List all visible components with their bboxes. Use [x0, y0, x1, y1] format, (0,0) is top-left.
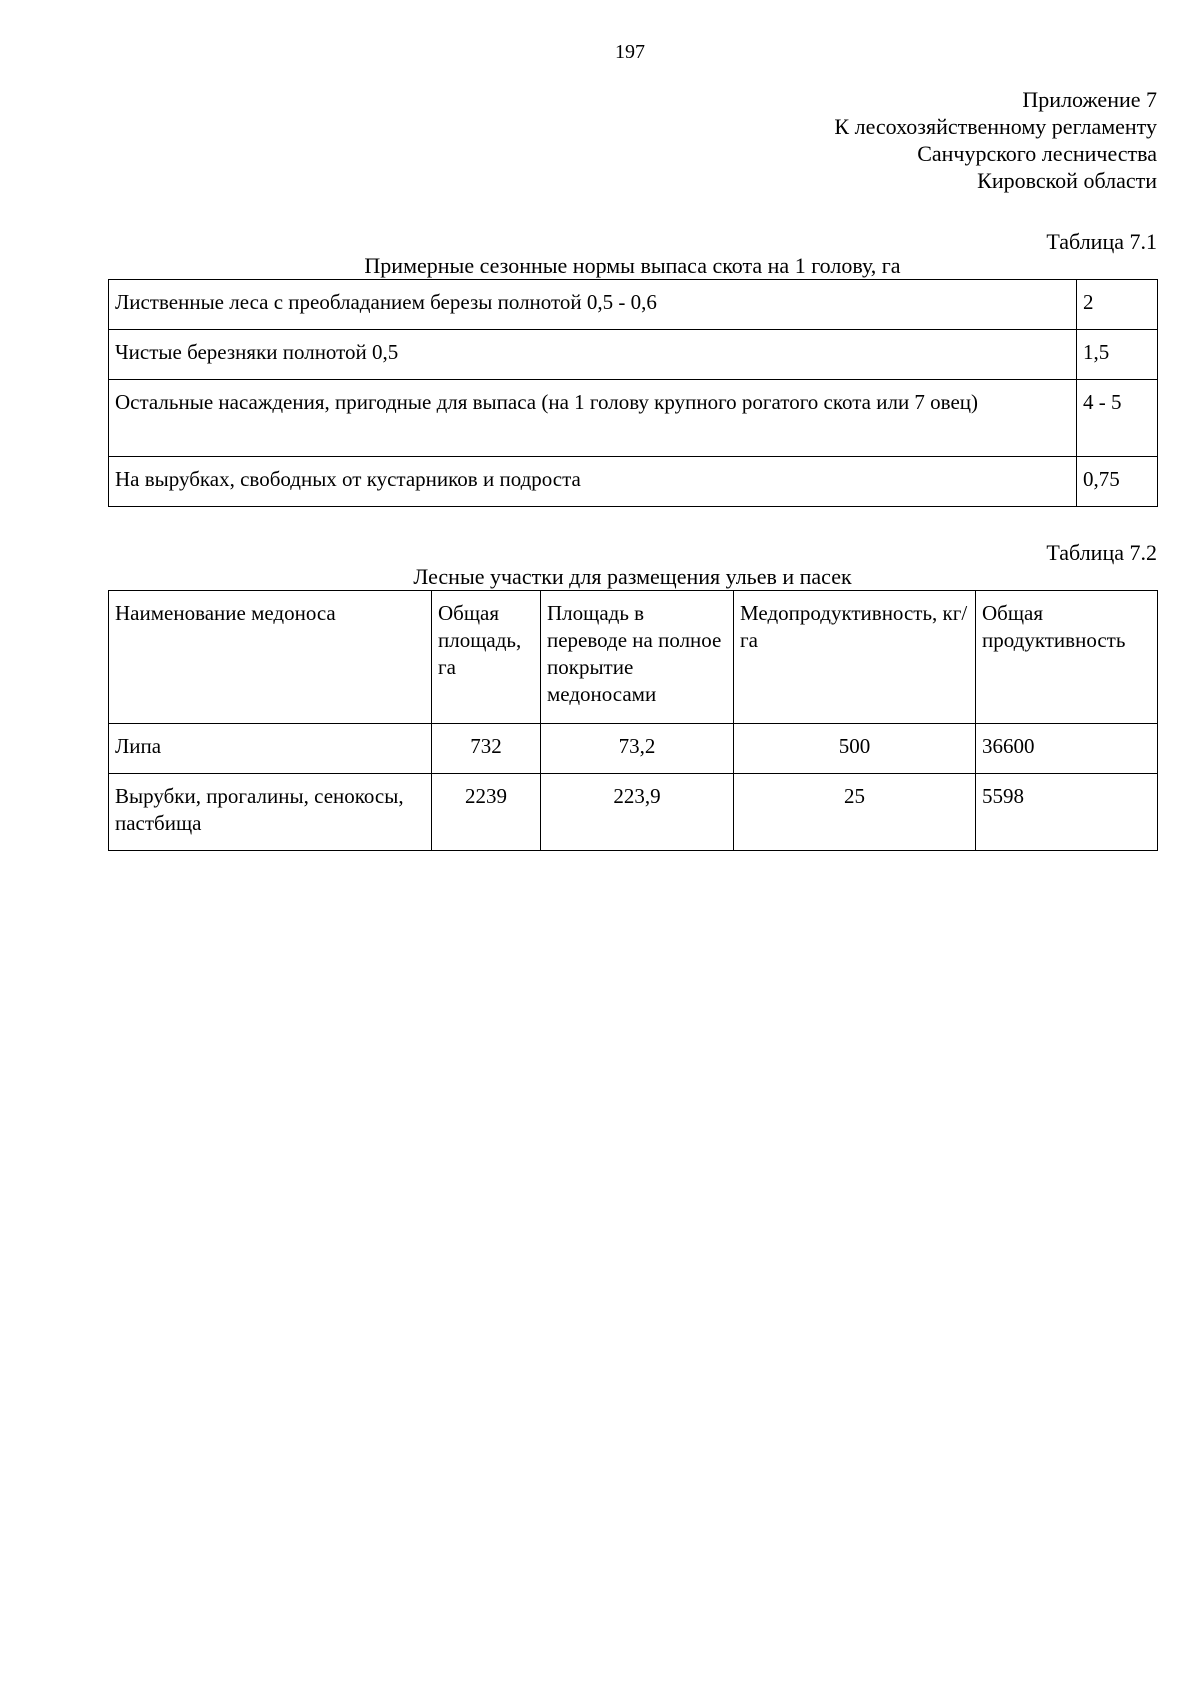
table-cell: 36600: [976, 724, 1158, 774]
table-cell: 500: [734, 724, 976, 774]
table-row: [109, 457, 1158, 507]
table-row: [109, 330, 1158, 380]
appendix-line-4: Кировской области: [977, 168, 1157, 193]
appendix-line-3: Санчурского лесничества: [917, 141, 1157, 166]
table-cell: Остальные насаждения, пригодные для выпаса (на 1 голову крупного рогатого скота или 7 овец): [109, 380, 1077, 457]
column-header: Площадь в переводе на полное покрытие медоносами: [541, 591, 734, 724]
table-cell: Липа: [109, 724, 432, 774]
table-cell: 0,75: [1077, 457, 1158, 507]
table-row: [109, 724, 1158, 774]
table-cell: 5598: [976, 774, 1158, 851]
table-row: [109, 380, 1158, 457]
table2-label: Таблица 7.2: [1046, 540, 1157, 565]
column-header: Общая продуктивность: [976, 591, 1158, 724]
table1-label: Таблица 7.1: [1046, 229, 1157, 254]
table-cell: 25: [734, 774, 976, 851]
table-cell: 73,2: [541, 724, 734, 774]
table-cell: Лиственные леса с преобладанием березы полнотой 0,5 - 0,6: [109, 280, 1077, 330]
table-cell: 2: [1077, 280, 1158, 330]
table-cell: 2239: [432, 774, 541, 851]
page-number: 197: [615, 41, 645, 63]
appendix-line-2: К лесохозяйственному регламенту: [834, 114, 1157, 139]
column-header: Наименование медоноса: [109, 591, 432, 724]
table-cell: 1,5: [1077, 330, 1158, 380]
table2-caption: Лесные участки для размещения ульев и пасек: [413, 564, 852, 589]
column-header: Медопродуктивность, кг/га: [734, 591, 976, 724]
appendix-line-1: Приложение 7: [1022, 87, 1157, 112]
table-cell: Вырубки, прогалины, сенокосы, пастбища: [109, 774, 432, 851]
table-cell: 732: [432, 724, 541, 774]
table-header-row: [109, 591, 1158, 724]
table-row: [109, 774, 1158, 851]
table-cell: 223,9: [541, 774, 734, 851]
grazing-norms-table: [108, 279, 1158, 507]
appendix-header: [834, 86, 1157, 194]
table-row: [109, 280, 1158, 330]
table1-caption: Примерные сезонные нормы выпаса скота на 1 голову, га: [364, 253, 901, 278]
apiary-plots-table: [108, 590, 1158, 851]
table-cell: 4 - 5: [1077, 380, 1158, 457]
table-cell: На вырубках, свободных от кустарников и подроста: [109, 457, 1077, 507]
column-header: Общая площадь, га: [432, 591, 541, 724]
table-cell: Чистые березняки полнотой 0,5: [109, 330, 1077, 380]
